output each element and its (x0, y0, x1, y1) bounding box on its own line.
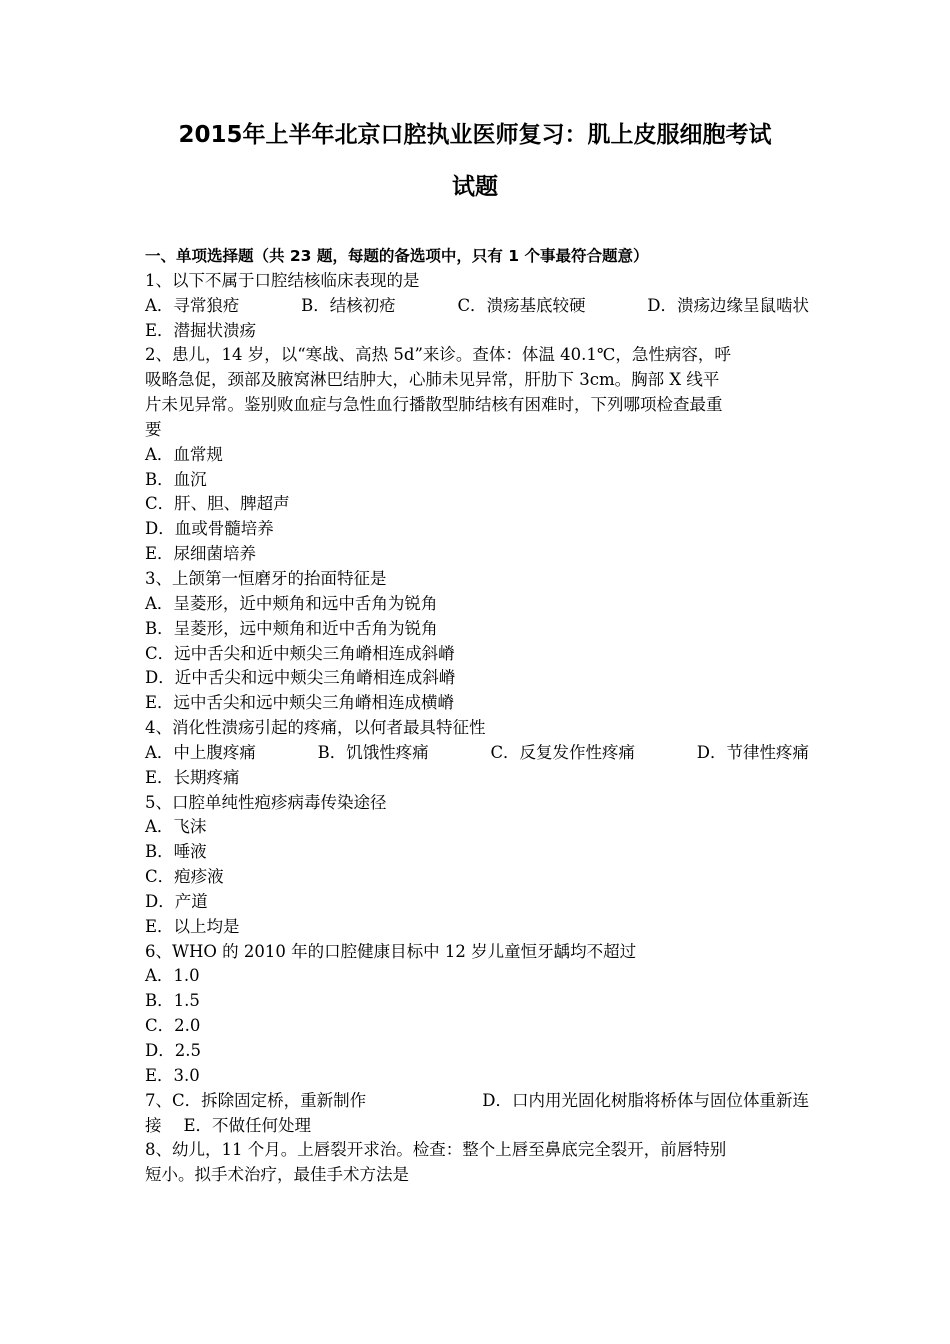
question-3-option-a: A．呈菱形，近中颊角和远中舌角为锐角 (145, 593, 438, 613)
question-4-option-e: E．长期疼痛 (145, 767, 240, 787)
question-4-option-a: A．中上腹疼痛 (145, 742, 256, 762)
question-7-option-d-cont: 接 (145, 1115, 162, 1135)
question-6-option-a: A．1.0 (145, 966, 200, 986)
question-5-option-e: E．以上均是 (145, 916, 240, 936)
question-4-option-c: C．反复发作性疼痛 (490, 742, 636, 762)
question-1-stem: 1、以下不属于口腔结核临床表现的是 (145, 270, 420, 290)
question-5-option-a: A．飞沫 (145, 817, 207, 837)
question-4-option-b: B．饥饿性疼痛 (317, 742, 429, 762)
question-1-option-c: C．溃疡基底较硬 (457, 295, 586, 315)
question-2-stem-line-4: 要 (145, 419, 162, 439)
question-6-option-d: D．2.5 (145, 1041, 201, 1060)
question-8-stem-line-1: 8、幼儿，11 个月。上唇裂开求治。检查：整个上唇至鼻底完全裂开，前唇特别 (145, 1140, 727, 1160)
question-2-option-d: D．血或骨髓培养 (145, 519, 274, 539)
question-7-option-c: 7、C．拆除固定桥，重新制作 (145, 1090, 367, 1110)
question-3-stem: 3、上颌第一恒磨牙的抬面特征是 (145, 568, 387, 588)
question-3-option-b: B．呈菱形，远中颊角和近中舌角为锐角 (145, 618, 438, 638)
question-7-line-2 (145, 1114, 809, 1139)
question-5-option-c: C．疱疹液 (145, 867, 224, 887)
question-5-option-b: B．唾液 (145, 842, 207, 862)
question-6-option-b: B．1.5 (145, 991, 200, 1011)
question-2-option-e: E．尿细菌培养 (145, 544, 257, 564)
question-1-option-b: B．结核初疮 (301, 295, 396, 315)
question-6-option-c: C．2.0 (145, 1016, 201, 1036)
document-body (145, 244, 809, 1188)
question-4-stem: 4、消化性溃疡引起的疼痛，以何者最具特征性 (145, 718, 486, 738)
question-3-option-d: D．近中舌尖和远中颊尖三角嵴相连成斜嵴 (145, 668, 456, 688)
question-3-option-e: E．远中舌尖和远中颊尖三角嵴相连成横嵴 (145, 693, 455, 713)
question-6-option-e: E．3.0 (145, 1065, 200, 1085)
question-7-option-e: E．不做任何处理 (183, 1115, 312, 1135)
question-2-stem-line-2: 吸略急促，颈部及腋窝淋巴结肿大，心肺未见异常，肝肋下 3cm。胸部 X 线平 (145, 370, 720, 390)
question-5-option-d: D．产道 (145, 891, 208, 911)
question-4-option-d: D．节律性疼痛 (696, 742, 809, 762)
question-4-options-row (145, 741, 809, 766)
question-2-option-a: A．血常规 (145, 444, 223, 464)
document-title-line-1: 2015年上半年北京口腔执业医师复习：肌上皮服细胞考试 (178, 122, 772, 148)
question-1-options-row (145, 294, 809, 319)
document-title-line-2: 试题 (452, 174, 498, 200)
question-2-option-c: C．肝、胆、脾超声 (145, 494, 290, 514)
question-3-option-c: C．远中舌尖和近中颊尖三角嵴相连成斜嵴 (145, 643, 455, 663)
question-2-option-b: B．血沉 (145, 469, 207, 489)
section-heading: 一、单项选择题（共 23 题，每题的备选项中，只有 1 个事最符合题意） (145, 247, 649, 265)
question-1-option-d: D．溃疡边缘呈鼠啮状 (647, 295, 809, 315)
question-6-stem: 6、WHO 的 2010 年的口腔健康目标中 12 岁儿童恒牙龋均不超过 (145, 941, 637, 961)
question-2-stem-line-3: 片未见异常。鉴别败血症与急性血行播散型肺结核有困难时，下列哪项检查最重 (145, 395, 723, 415)
question-8-stem-line-2: 短小。拟手术治疗，最佳手术方法是 (145, 1165, 409, 1185)
question-7-option-d: D．口内用光固化树脂将桥体与固位体重新连 (482, 1090, 809, 1110)
question-7-line-1 (145, 1089, 809, 1114)
question-1-option-a: A．寻常狼疮 (145, 295, 240, 315)
question-2-stem-line-1: 2、患儿，14 岁，以“寒战、高热 5d”来诊。查体：体温 40.1℃，急性病容，呼 (145, 345, 731, 365)
question-5-stem: 5、口腔单纯性疱疹病毒传染途径 (145, 792, 387, 812)
question-1-option-e: E．潜掘状溃疡 (145, 320, 257, 340)
